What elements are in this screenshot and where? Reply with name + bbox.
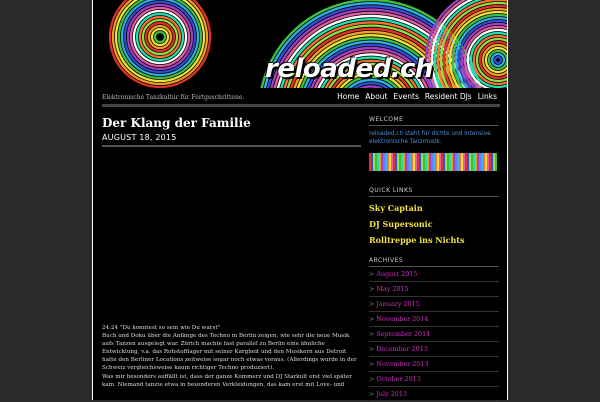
- site-tagline: Elektronische Tanzkultur für Fortgeschrittene.: [102, 94, 245, 101]
- sidebar-color-strip-image: [369, 153, 497, 171]
- post-body-line: Entwicklung, v.a. das Rohstofflager mit seiner Kargheit und den Musikern aus Detroit: [102, 349, 347, 356]
- archive-link[interactable]: > October 2013: [369, 372, 499, 387]
- archive-link[interactable]: > January 2015: [369, 297, 499, 312]
- main-navigation: [337, 92, 497, 101]
- quicklinks-heading: QUICK LINKS: [369, 187, 499, 197]
- post-body-line: Buch und Doku über die Anfänge des Techno in Berlin zeigen, wie sehr die neue Musik: [102, 333, 350, 340]
- post-date: AUGUST 18, 2015: [102, 133, 177, 142]
- archive-link[interactable]: > September 2014: [369, 327, 499, 342]
- nav-divider: [102, 104, 500, 107]
- quicklink-dj-supersonic[interactable]: DJ Supersonic: [369, 219, 433, 229]
- sidebar: [369, 116, 499, 402]
- nav-item-links[interactable]: Links: [477, 92, 497, 101]
- nav-item-about[interactable]: About: [365, 92, 388, 101]
- welcome-text: reloaded.ch steht für dichte und intensive elektronische Tanzmusik.: [369, 131, 491, 145]
- archive-link-label[interactable]: July 2013: [376, 390, 407, 398]
- post-divider: [102, 145, 361, 147]
- archive-link-label[interactable]: May 2015: [376, 285, 409, 293]
- post-title[interactable]: Der Klang der Familie: [102, 116, 251, 130]
- post-body-line: Schweiz vergleichsweise kaum richtiger Techno produziert).: [102, 365, 275, 372]
- post-body-line: aufs Tanzen ausgelegt war. Zürich machte fast parallel zu Berlin eine ähnliche: [102, 341, 325, 348]
- archive-link-label[interactable]: November 2014: [376, 315, 429, 323]
- archive-link-label[interactable]: January 2015: [376, 300, 420, 308]
- page-container: [92, 0, 508, 400]
- welcome-heading: WELCOME: [369, 116, 499, 126]
- nav-item-resident-djs[interactable]: Resident DJs: [424, 92, 472, 101]
- archive-link[interactable]: > December 2013: [369, 342, 499, 357]
- post-body-line: kam. Niemand tanzte etwa in besonderen Verkleidungen, das kam erst mit Love- und: [102, 381, 345, 388]
- archive-link-label[interactable]: August 2015: [376, 270, 418, 278]
- post-body: [102, 324, 364, 389]
- archive-link-label[interactable]: September 2014: [376, 330, 431, 338]
- post-body-line: Was mir besonders auffällt ist, dass der ganze Kommerz und DJ Starkult erst viel später: [102, 373, 352, 380]
- archive-link-label[interactable]: December 2013: [376, 345, 428, 353]
- archive-link[interactable]: > May 2015: [369, 282, 499, 297]
- quicklink-rolltreppe[interactable]: Rolltreppe ins Nichts: [369, 235, 465, 245]
- archive-link[interactable]: > July 2013: [369, 387, 499, 402]
- archive-link-label[interactable]: October 2013: [376, 375, 421, 383]
- nav-item-events[interactable]: Events: [393, 92, 419, 101]
- nav-item-home[interactable]: Home: [337, 92, 360, 101]
- site-title-logo[interactable]: reloaded.ch: [265, 54, 433, 84]
- post-body-line: 24:24 "Du konntest so sein wie Du warst": [102, 325, 221, 331]
- post-body-line: hatte den Berliner Locations zeitweise sogar noch etwas voraus. (Allerdings wurde in der: [102, 357, 357, 364]
- archive-link-label[interactable]: November 2013: [376, 360, 429, 368]
- archive-link[interactable]: > November 2013: [369, 357, 499, 372]
- archives-heading: ARCHIVES: [369, 257, 499, 267]
- archive-link[interactable]: > November 2014: [369, 312, 499, 327]
- quicklink-sky-captain[interactable]: Sky Captain: [369, 203, 423, 213]
- archive-link[interactable]: > August 2015: [369, 267, 499, 282]
